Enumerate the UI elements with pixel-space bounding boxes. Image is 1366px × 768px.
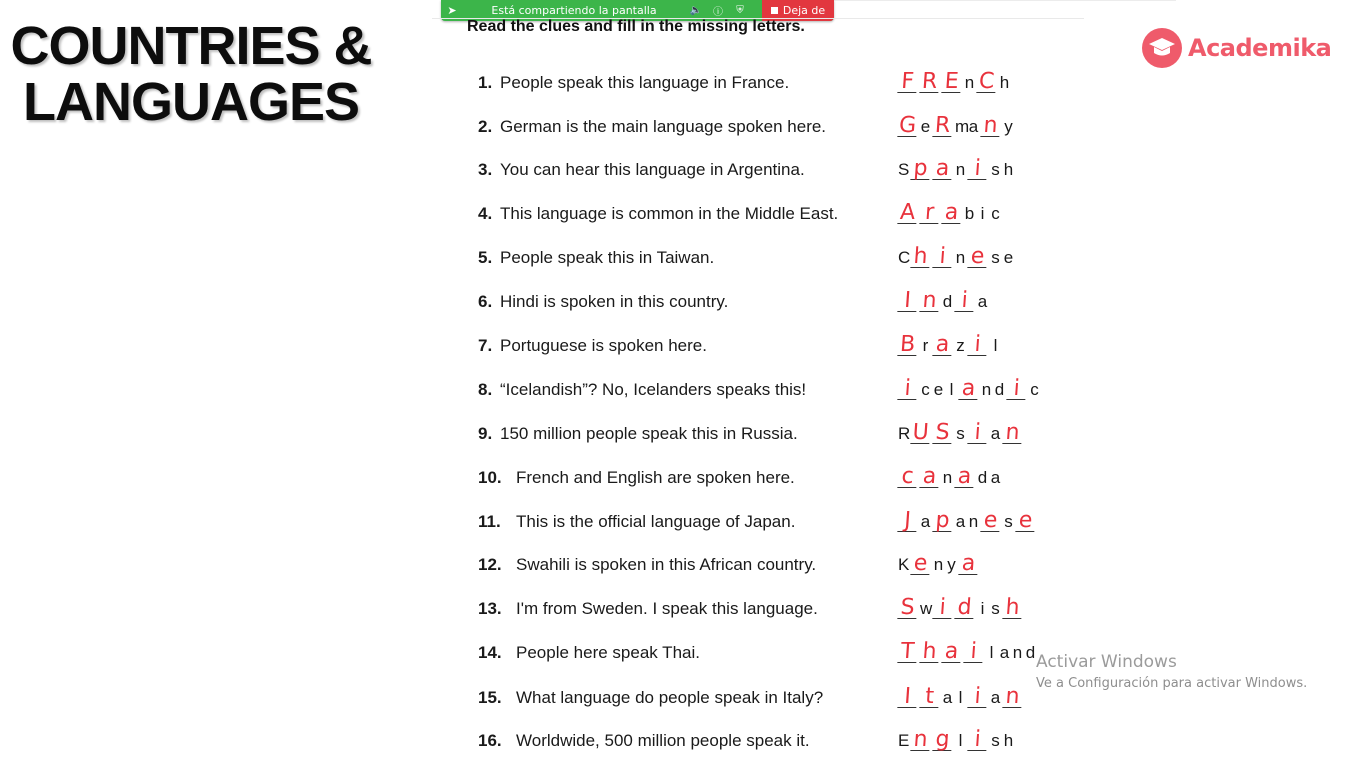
clue-number: 1. [478,73,493,92]
stop-icon [771,7,778,14]
clue-text: Swahili is spoken in this African country. [516,555,817,574]
answer-field[interactable] [898,156,1016,190]
answer-field[interactable] [898,332,1003,366]
handwritten-letter: I [897,292,917,312]
clue-row [478,595,1098,629]
handwritten-letter: t [919,688,939,708]
printed-letter: l [989,643,994,662]
printed-letter: R [898,424,911,443]
handwritten-letter: h [1002,599,1022,619]
printed-letter: s [991,599,1000,618]
printed-letter: n [1012,643,1023,662]
printed-letter: s [1004,512,1013,531]
printed-letter: w [920,599,933,618]
slide-title [6,18,376,130]
clue-text: People speak this in Taiwan. [500,248,715,267]
handwritten-letter: p [932,512,952,532]
handwritten-letter: h [919,643,939,663]
printed-letter: s [991,248,1000,267]
handwritten-letter: i [932,248,952,268]
handwritten-letter: i [967,731,987,751]
windows-activation-watermark [1036,652,1307,691]
clue-row [478,200,1098,234]
handwritten-letter: g [932,731,952,751]
clue-text: Worldwide, 500 million people speak it. [516,731,810,750]
printed-letter: e [920,117,931,136]
shield-icon[interactable]: ⛨ [736,5,744,16]
clue-row [478,332,1098,366]
clue-number: 16. [478,731,502,750]
clue-number: 14. [478,643,502,662]
answer-field[interactable] [898,244,1016,278]
handwritten-letter: i [1006,380,1026,400]
printed-letter: h [999,73,1010,92]
academika-logo [1142,28,1331,68]
printed-letter: h [1003,160,1014,179]
clue-number: 5. [478,248,493,267]
clue-row [478,684,1098,718]
printed-letter: y [947,555,956,574]
printed-letter: S [898,160,910,179]
handwritten-letter: a [932,160,952,180]
handwritten-letter: C [978,69,996,94]
handwritten-letter: n [1002,688,1022,708]
answer-field[interactable] [898,288,990,322]
answer-field[interactable] [898,464,1003,498]
clue-text: Hindi is spoken in this country. [500,292,729,311]
handwritten-letter: a [932,336,952,356]
clue-row [478,464,1098,498]
handwritten-letter: h [910,248,930,268]
clue-number: 2. [478,117,493,136]
answer-field[interactable] [898,376,1042,410]
printed-letter: l [958,688,963,707]
printed-letter: a [942,688,953,707]
answer-field[interactable] [898,200,1003,234]
printed-letter: h [1003,731,1014,750]
printed-letter: s [991,731,1000,750]
handwritten-letter: E [941,73,961,93]
printed-letter: n [968,512,979,531]
screen-share-status: Está compartiendo la pantalla [491,4,657,17]
handwritten-letter: i [967,160,987,180]
clue-text: “Icelandish”? No, Icelanders speaks this! [500,380,807,399]
info-icon[interactable]: ⓘ [713,7,723,18]
clue-text: French and English are spoken here. [516,468,795,487]
clue-text: What language do people speak in Italy? [516,688,824,707]
handwritten-letter: i [897,380,917,400]
handwritten-letter: a [958,555,978,575]
handwritten-letter: A [899,200,917,225]
handwritten-letter: i [954,292,974,312]
printed-letter: a [990,688,1001,707]
printed-letter: m [955,117,970,136]
printed-letter: n [955,160,966,179]
handwritten-letter: G [898,113,918,138]
printed-letter: l [958,731,963,750]
clue-row [478,420,1098,454]
clue-number: 8. [478,380,493,399]
handwritten-letter: n [1002,424,1022,444]
answer-field[interactable] [898,595,1025,629]
handwritten-letter: U [911,420,930,445]
printed-letter: c [991,204,1000,223]
printed-letter: n [964,73,975,92]
printed-letter: c [921,380,930,399]
printed-letter: s [991,160,1000,179]
handwritten-letter: S [897,599,917,619]
printed-letter: d [1025,643,1036,662]
printed-letter: a [955,512,966,531]
printed-letter: K [898,555,910,574]
printed-letter: i [980,204,985,223]
handwritten-letter: F [897,73,917,93]
clue-text: This language is common in the Middle East. [500,204,839,223]
handwritten-letter: e [967,248,987,268]
printed-letter: i [980,599,985,618]
printed-letter: y [1004,117,1013,136]
clue-text: This is the official language of Japan. [516,512,796,531]
clue-row [478,639,1098,673]
handwritten-letter: a [941,204,961,224]
printed-letter: z [956,336,965,355]
handwritten-letter: e [1015,512,1035,532]
printed-letter: d [994,380,1005,399]
handwritten-letter: i [967,424,987,444]
handwritten-letter: i [967,688,987,708]
printed-letter: a [977,292,988,311]
handwritten-letter: e [910,555,930,575]
clue-number: 7. [478,336,493,355]
clue-row [478,244,1098,278]
clue-number: 13. [478,599,502,618]
worksheet-instructions: Read the clues and fill in the missing letters. [467,18,805,35]
handwritten-letter: T [897,643,917,663]
printed-letter: l [993,336,998,355]
answer-field[interactable] [898,420,1025,454]
printed-letter: n [933,555,944,574]
printed-letter: a [990,468,1001,487]
slide-title-line2: LANGUAGES [22,72,359,132]
handwritten-letter: a [919,468,939,488]
clue-number: 10. [478,468,502,487]
top-edge-line [834,0,1176,1]
answer-field[interactable] [898,727,1016,761]
clue-text: Portuguese is spoken here. [500,336,707,355]
clue-text: People speak this language in France. [500,73,790,92]
graduation-cap-icon [1142,28,1182,68]
clue-row [478,69,1098,103]
handwritten-letter: J [897,512,917,532]
slide-title-line1: COUNTRIES & [10,16,372,76]
handwritten-letter: a [954,468,974,488]
printed-letter: b [964,204,975,223]
clue-number: 12. [478,555,502,574]
printed-letter: e [1003,248,1014,267]
clue-row [478,727,1098,761]
clue-text: People here speak Thai. [516,643,700,662]
clue-number: 4. [478,204,493,223]
handwritten-letter: B [899,332,917,357]
stop-sharing-label: Deja de [782,4,826,17]
handwritten-letter: n [919,292,939,312]
clue-number: 11. [478,512,501,531]
printed-letter: a [920,512,931,531]
handwritten-letter: c [897,468,917,488]
clue-row [478,551,1098,585]
handwritten-letter: d [954,599,974,619]
answer-field[interactable] [898,113,1016,147]
clue-row [478,113,1098,147]
clue-row [478,288,1098,322]
printed-letter: s [956,424,965,443]
printed-letter: e [933,380,944,399]
printed-letter: l [949,380,954,399]
handwritten-letter: e [980,512,1000,532]
clue-row [478,156,1098,190]
printed-letter: E [898,731,910,750]
printed-letter: a [968,117,979,136]
handwritten-letter: S [932,424,952,444]
watermark-subtitle: Ve a Configuración para activar Windows. [1036,676,1308,691]
handwritten-letter: i [967,336,987,356]
handwritten-letter: I [897,688,917,708]
clue-number: 6. [478,292,493,311]
clue-row [478,376,1098,410]
printed-letter: a [999,643,1010,662]
answer-field[interactable] [898,508,1038,542]
answer-field[interactable] [898,69,1012,103]
printed-letter: r [922,336,929,355]
printed-letter: c [1030,380,1039,399]
pin-icon[interactable]: ➤ [447,4,457,17]
handwritten-letter: a [941,643,961,663]
printed-letter: n [981,380,992,399]
printed-letter: d [942,292,953,311]
clue-number: 15. [478,688,502,707]
handwritten-letter: R [934,113,952,138]
handwritten-letter: p [910,160,930,180]
printed-letter: a [990,424,1001,443]
clue-text: 150 million people speak this in Russia. [500,424,798,443]
handwritten-letter: a [958,380,978,400]
answer-field[interactable] [898,684,1025,718]
answer-field[interactable] [898,639,1038,673]
clue-number: 3. [478,160,493,179]
handwritten-letter: R [921,69,939,94]
printed-letter: d [977,468,988,487]
handwritten-letter: n [910,731,930,751]
handwritten-letter: n [980,117,1000,137]
speaker-icon[interactable]: 🔈 [689,5,703,16]
clue-number: 9. [478,424,493,443]
clue-row [478,508,1098,542]
printed-letter: n [955,248,966,267]
handwritten-letter: i [932,599,952,619]
logo-text: Academika [1188,34,1332,62]
watermark-title: Activar Windows [1036,652,1177,672]
answer-field[interactable] [898,551,981,585]
printed-letter: n [942,468,953,487]
handwritten-letter: i [963,643,983,663]
clue-text: You can hear this language in Argentina. [500,160,805,179]
printed-letter: C [898,248,911,267]
handwritten-letter: r [919,204,939,224]
clue-text: German is the main language spoken here. [500,117,827,136]
clue-text: I'm from Sweden. I speak this language. [516,599,818,618]
